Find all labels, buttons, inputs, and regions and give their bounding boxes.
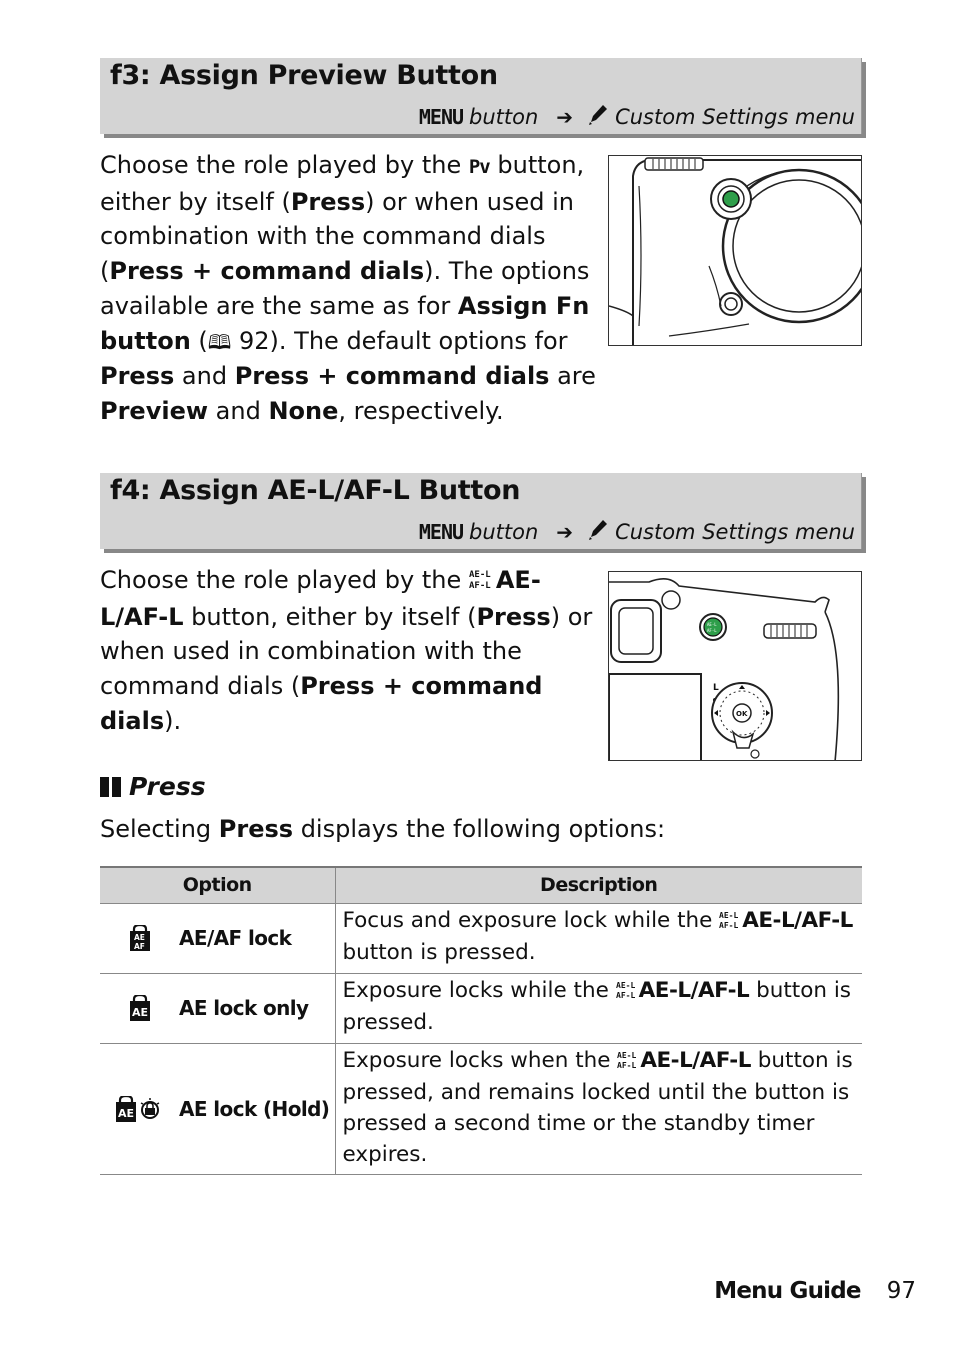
svg-text:AF-L: AF-L [468, 581, 491, 590]
page-footer [714, 1278, 916, 1304]
f4-menu-path [419, 517, 855, 546]
table-row [100, 973, 862, 1043]
table-row [100, 903, 862, 973]
option-label: AE/AF lock [179, 926, 292, 951]
page-number: 97 [886, 1278, 916, 1304]
f4-title: f4: Assign AE-L/AF-L Button [110, 475, 521, 506]
press-intro: Selecting Press displays the following options: [100, 815, 666, 843]
custom-settings-menu-label: Custom Settings menu [615, 519, 855, 544]
pv-button-glyph: Pv [468, 156, 490, 178]
table-row [100, 1043, 862, 1174]
arrow-right-icon: ➔ [556, 519, 574, 544]
option-label: AE lock (Hold) [179, 1097, 330, 1122]
camera-front-illustration [608, 155, 862, 346]
svg-text:AF-L: AF-L [615, 990, 635, 999]
section-marker-icon [112, 777, 121, 797]
f3-menu-path [419, 102, 855, 131]
svg-text:OK: OK [736, 710, 748, 718]
pencil-icon [587, 517, 609, 546]
svg-text:AE-L: AE-L [617, 1050, 637, 1060]
svg-text:AE: AE [131, 1006, 148, 1020]
svg-text:AE-L: AE-L [719, 910, 739, 920]
ae-lock-only-icon [100, 995, 179, 1021]
section-marker-icon [100, 777, 109, 797]
svg-text:L: L [713, 683, 719, 693]
path-button-word: button [469, 519, 539, 544]
svg-text:AF-L: AF-L [719, 920, 739, 929]
path-button-word: button [469, 104, 539, 129]
ae-af-lock-icon [100, 925, 179, 951]
custom-settings-menu-label: Custom Settings menu [615, 104, 855, 129]
svg-text:AE-L: AE-L [707, 622, 717, 627]
f3-title: f3: Assign Preview Button [110, 60, 498, 91]
table-header-option: Option [100, 867, 335, 903]
press-options-table [100, 866, 862, 1175]
ae-l-af-l-icon [617, 1048, 637, 1079]
svg-text:AE: AE [117, 1107, 134, 1121]
option-label: AE lock only [179, 996, 309, 1021]
menu-button-label: MENU [418, 519, 464, 544]
ae-lock-hold-icon [100, 1096, 179, 1122]
ae-l-af-l-icon [616, 978, 636, 1009]
menu-button-label: MENU [418, 104, 464, 129]
footer-section-name: Menu Guide [714, 1278, 861, 1304]
table-header-description: Description [335, 867, 862, 903]
press-subheading: Press [100, 772, 206, 801]
svg-text:AE-L: AE-L [615, 980, 635, 990]
svg-text:AE: AE [133, 933, 145, 943]
svg-text:AF-L: AF-L [617, 1060, 637, 1069]
svg-text:AE-L: AE-L [468, 570, 491, 580]
f3-section-header [100, 58, 862, 134]
arrow-right-icon: ➔ [556, 104, 574, 129]
ae-l-af-l-icon [719, 908, 739, 939]
pencil-icon [587, 102, 609, 131]
option-description: Exposure locks when the AE-L AF-L AE-L/AF-L button is pressed, and remains locked until the button is pressed a second time or the standby timer expires. [342, 1047, 853, 1167]
camera-back-illustration [608, 571, 862, 761]
svg-text:AF-L: AF-L [707, 628, 717, 633]
f4-section-header [100, 473, 862, 549]
f3-description: Choose the role played by the Pv button, either by itself (Press) or when used in combination with the command dials (Press + command dials). The options available are the same as for Assign Fn button (🕮 92). The default options for Press and Press + command dials are Preview and None, respectively. [100, 151, 596, 425]
option-description: Focus and exposure lock while the AE-L AF-L AE-L/AF-L button is pressed. [342, 907, 853, 966]
svg-text:AF: AF [133, 942, 145, 952]
f4-description: Choose the role played by the AE-L AF-L AE-L/AF-L button, either by itself (Press) or when used in combination with the command dials (Press + command dials). [100, 566, 593, 735]
option-description: Exposure locks while the AE-L AF-L AE-L/AF-L button is pressed. [342, 977, 851, 1036]
ae-l-af-l-icon [469, 565, 493, 600]
book-reference-icon: 🕮 [207, 329, 232, 354]
